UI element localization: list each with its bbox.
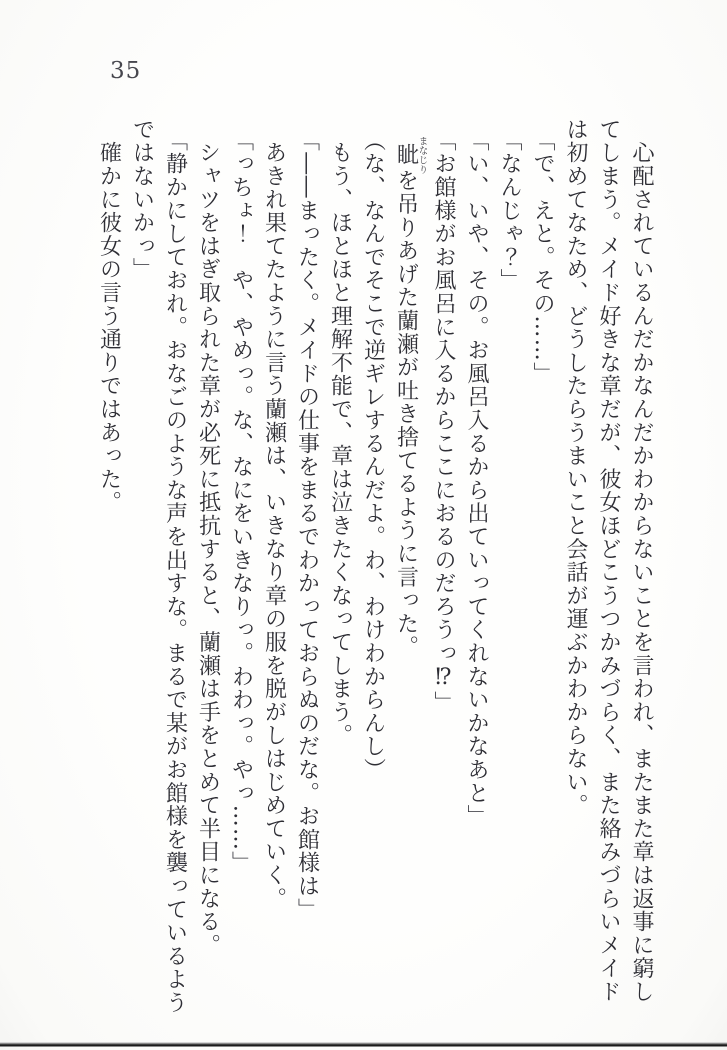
text-column: 「静かにしておれ。おなごのような声を出すな。まるで某がお館様を襲っているよう bbox=[162, 129, 188, 1015]
text-column: 心配されているんだかなんだかわからないことを言われ、またまた章は返事に窮し bbox=[629, 118, 654, 1004]
text-column: あきれ果てたように言う蘭瀬は、いきなり章の服を脱がしはじめていく。 bbox=[261, 118, 287, 911]
text-column: ではないかっ」 bbox=[129, 118, 155, 282]
furigana-annotated-word: 眦まなじり bbox=[393, 136, 428, 175]
text-column: 「――まったく。メイドの仕事をまるでわかっておらぬのだな。お館様は」 bbox=[294, 129, 320, 922]
text-column: 「で、えと。その……」 bbox=[530, 129, 555, 386]
text-column: 「お館様がお風呂に入るからここにおるのだろうっ⁉」 bbox=[431, 129, 456, 715]
text-block bbox=[93, 118, 659, 1030]
scan-edge-artifact bbox=[0, 1042, 727, 1047]
text-column: 「い、いや、その。お風呂入るから出ていってくれないかなあと」 bbox=[464, 129, 489, 828]
text-column: 「っちょ！ や、やめっ。な、なにをいきなりっ。わわっ。やっ……」 bbox=[228, 129, 254, 875]
text-column: （な、なんでそこで逆ギレするんだよ。わ、わけわからんし） bbox=[360, 129, 386, 782]
text-column: 「なんじゃ？」 bbox=[497, 129, 522, 293]
text-column: 確かに彼女の言う通りではあった。 bbox=[96, 118, 122, 515]
text-column: もう、ほとほと理解不能で、章は泣きたくなってしまう。 bbox=[327, 118, 353, 748]
text-column: は初めてなため、どうしたらうまいこと会話が運ぶかわからない。 bbox=[563, 118, 588, 817]
text-column: シャツをはぎ取られた章が必死に抵抗すると、蘭瀬は手をとめて半目になる。 bbox=[195, 118, 221, 957]
text-column: てしまう。メイド好きな章だが、彼女ほどこうつかみづらく、また絡みづらいメイド bbox=[596, 118, 621, 1004]
text-column: 眦まなじりを吊りあげた蘭瀬が吐き捨てるように言った。 bbox=[393, 136, 428, 659]
page-number: 35 bbox=[110, 58, 142, 84]
